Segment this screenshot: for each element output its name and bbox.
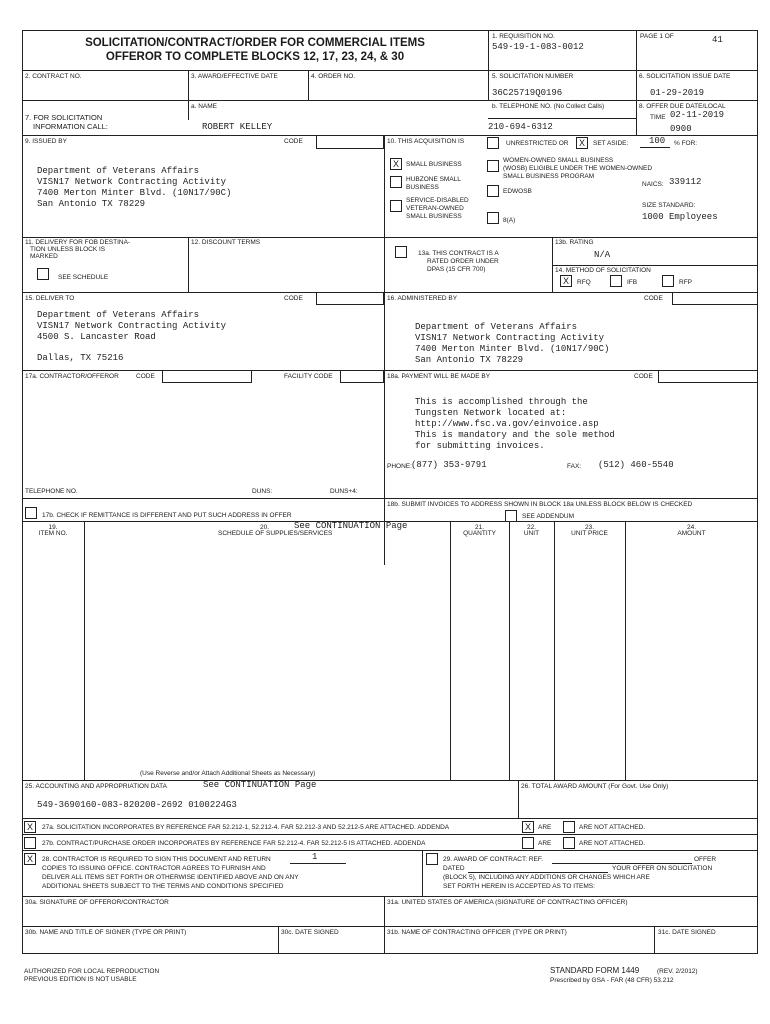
requisition-value[interactable]: 549-19-1-083-0012 xyxy=(492,42,584,52)
naics-label: NAICS: xyxy=(642,181,664,188)
deliver-to-label: 15. DELIVER TO xyxy=(25,295,75,302)
administered-by-line4: San Antonio TX 78229 xyxy=(415,355,524,365)
co-name-label: 31b. NAME OF CONTRACTING OFFICER (TYPE OR PRINT) xyxy=(387,929,567,936)
unit-price-num: 23. xyxy=(584,524,595,531)
set-aside-percent[interactable]: 100 xyxy=(649,136,666,146)
28-line4: ADDITIONAL SHEETS SUBJECT TO THE TERMS AND CONDITIONS SPECIFIED xyxy=(42,883,284,890)
solicitation-date-label: 6. SOLICITATION ISSUE DATE xyxy=(639,73,731,80)
29-your-offer: YOUR OFFER ON SOLICITATION xyxy=(612,865,713,872)
rfq-label: RFQ xyxy=(577,279,591,286)
27b-are-not-label: ARE NOT ATTACHED. xyxy=(579,840,646,847)
form-title-line1: SOLICITATION/CONTRACT/ORDER FOR COMMERCIAL ITEMS xyxy=(85,37,425,49)
small-business-checkbox[interactable]: X xyxy=(390,158,402,170)
sdvosb-checkbox[interactable] xyxy=(390,200,402,212)
offer-due-label: 8. OFFER DUE DATE/LOCAL xyxy=(639,103,726,110)
27b-are-label: ARE xyxy=(538,840,552,847)
issued-by-code-field[interactable] xyxy=(316,135,384,149)
schedule-num: 20. xyxy=(260,524,270,531)
award-date-label: 3. AWARD/EFFECTIVE DATE xyxy=(191,73,278,80)
ifb-checkbox[interactable] xyxy=(610,275,622,287)
amount-num: 24. xyxy=(686,524,697,531)
27b-are-not-checkbox[interactable] xyxy=(563,837,575,849)
payment-code-field[interactable] xyxy=(658,370,758,383)
method-label: 14. METHOD OF SOLICITATION xyxy=(555,267,651,274)
ifb-label: IFB xyxy=(627,279,638,286)
footer-authorized: AUTHORIZED FOR LOCAL REPRODUCTION xyxy=(24,968,160,975)
wosb-label-3: SMALL BUSINESS PROGRAM xyxy=(503,173,595,180)
sdvosb-label-2: VETERAN-OWNED xyxy=(406,205,464,212)
telephone-label: b. TELEPHONE NO. (No Collect Calls) xyxy=(492,103,605,110)
percent-for-label: % FOR: xyxy=(674,140,698,147)
hubzone-label-2: BUSINESS xyxy=(406,184,439,191)
rated-order-2: RATED ORDER UNDER xyxy=(427,258,499,265)
unit-label: UNIT xyxy=(523,530,540,537)
contact-phone[interactable]: 210-694-6312 xyxy=(488,122,553,132)
unit-num: 22. xyxy=(526,524,537,531)
issued-by-line4: San Antonio TX 78229 xyxy=(37,199,146,209)
payment-fax-value: (512) 460-5540 xyxy=(598,460,674,470)
issued-by-line1: Department of Veterans Affairs xyxy=(37,166,200,176)
block7-label-2: INFORMATION CALL: xyxy=(33,122,108,131)
accounting-label: 25. ACCOUNTING AND APPROPRIATION DATA xyxy=(25,783,167,790)
issued-by-line3: 7400 Merton Minter Blvd. (10N17/90C) xyxy=(37,188,232,198)
delivery-label-2: TION UNLESS BLOCK IS xyxy=(30,246,106,253)
rfq-checkbox[interactable]: X xyxy=(560,275,572,287)
offer-due-time-label: TIME xyxy=(650,114,666,121)
quantity-label: QUANTITY xyxy=(463,530,496,537)
29-offer: OFFER xyxy=(694,856,717,863)
hubzone-checkbox[interactable] xyxy=(390,176,402,188)
block7-label-1: 7. FOR SOLICITATION xyxy=(25,113,103,122)
administered-by-line2: VISN17 Network Contracting Activity xyxy=(415,333,605,343)
telephone-no-label: TELEPHONE NO. xyxy=(25,488,78,495)
facility-code-label: FACILITY CODE xyxy=(284,373,333,380)
issued-by-label: 9. ISSUED BY xyxy=(25,138,67,145)
see-addendum-label: SEE ADDENDUM xyxy=(522,513,575,520)
administered-by-code-label: CODE xyxy=(644,295,663,302)
signature-offeror-label: 30a. SIGNATURE OF OFFEROR/CONTRACTOR xyxy=(25,899,169,906)
remittance-checkbox[interactable] xyxy=(25,507,37,519)
footer-form-name: STANDARD FORM 1449 xyxy=(550,966,640,975)
item-no-label: ITEM NO. xyxy=(38,530,68,537)
27b-are-checkbox[interactable] xyxy=(522,837,534,849)
payment-line3: http://www.fsc.va.gov/einvoice.asp xyxy=(415,419,599,429)
page-label: PAGE 1 OF xyxy=(640,33,674,40)
footer-rev: (REV. 2/2012) xyxy=(657,968,698,975)
payment-line4: This is mandatory and the sole method xyxy=(415,430,615,440)
28-line1: 28. CONTRACTOR IS REQUIRED TO SIGN THIS DOCUMENT AND RETURN xyxy=(42,856,271,863)
footer-previous: PREVIOUS EDITION IS NOT USABLE xyxy=(24,976,137,983)
deliver-to-line1: Department of Veterans Affairs xyxy=(37,310,200,320)
deliver-to-code-label: CODE xyxy=(284,295,303,302)
payment-line1: This is accomplished through the xyxy=(415,397,588,407)
discount-terms-label: 12. DISCOUNT TERMS xyxy=(191,239,261,246)
28-line3: DELIVER ALL ITEMS SET FORTH OR OTHERWISE IDENTIFIED ABOVE AND ON ANY xyxy=(42,874,299,881)
size-standard-value[interactable]: 1000 Employees xyxy=(642,212,718,222)
29-line4: SET FORTH HEREIN IS ACCEPTED AS TO ITEMS: xyxy=(443,883,595,890)
duns-label: DUNS: xyxy=(252,488,273,495)
issued-by-code-label: CODE xyxy=(284,138,303,145)
deliver-to-line3: 4500 S. Lancaster Road xyxy=(37,332,156,342)
28-checkbox[interactable]: X xyxy=(24,853,36,865)
rated-order-checkbox[interactable] xyxy=(395,246,407,258)
payment-phone-label: PHONE: xyxy=(387,463,412,470)
edwosb-checkbox[interactable] xyxy=(487,185,499,197)
rated-order-1: 13a. THIS CONTRACT IS A xyxy=(418,250,499,257)
administered-by-line1: Department of Veterans Affairs xyxy=(415,322,578,332)
delivery-label-1: 11. DELIVERY FOR FOB DESTINA- xyxy=(25,239,131,246)
see-schedule-label: SEE SCHEDULE xyxy=(58,274,109,281)
deliver-to-line5: Dallas, TX 75216 xyxy=(37,353,124,363)
unrestricted-checkbox[interactable] xyxy=(487,137,499,149)
signature-usa-label: 31a. UNITED STATES OF AMERICA (SIGNATURE OF CONTRACTING OFFICER) xyxy=(387,899,628,906)
administered-by-code-field[interactable] xyxy=(672,292,758,305)
29-checkbox[interactable] xyxy=(426,853,438,865)
submit-invoices-label: 18b. SUBMIT INVOICES TO ADDRESS SHOWN IN BLOCK 18a UNLESS BLOCK BELOW IS CHECKED xyxy=(387,501,693,508)
total-award-label: 26. TOTAL AWARD AMOUNT (For Govt. Use Only) xyxy=(521,783,669,790)
solicitation-date-value[interactable]: 01-29-2019 xyxy=(650,88,705,98)
offer-due-time[interactable]: 0900 xyxy=(670,124,692,134)
payment-by-label: 18a. PAYMENT WILL BE MADE BY xyxy=(387,373,491,380)
sdvosb-label-1: SERVICE-DISABLED xyxy=(406,197,469,204)
see-schedule-checkbox[interactable] xyxy=(37,268,49,280)
schedule-label: SCHEDULE OF SUPPLIES/SERVICES xyxy=(218,530,333,537)
administered-by-label: 16. ADMINISTERED BY xyxy=(387,295,458,302)
co-date-signed-label: 31c. DATE SIGNED xyxy=(658,929,716,936)
footer-prescribed: Prescribed by GSA - FAR (48 CFR) 53.212 xyxy=(550,977,674,984)
payment-phone-value: (877) 353-9791 xyxy=(411,460,487,470)
facility-code-field[interactable] xyxy=(340,370,384,383)
contract-no-label: 2. CONTRACT NO. xyxy=(25,73,82,80)
payment-line2: Tungsten Network located at: xyxy=(415,408,567,418)
set-aside-label: SET ASIDE: xyxy=(593,140,629,147)
solicitation-number-value[interactable]: 36C25719Q0196 xyxy=(492,88,563,98)
deliver-to-code-field[interactable] xyxy=(316,292,384,305)
delivery-label-3: MARKED xyxy=(30,253,58,260)
27a-are-not-checkbox[interactable] xyxy=(563,821,575,833)
27a-checkbox[interactable]: X xyxy=(24,821,36,833)
27a-text: 27a. SOLICITATION INCORPORATES BY REFERENCE FAR 52.212-1, 52.212-4. FAR 52.212-3 AND 52.212-5 ARE ATTACHED. ADDENDA xyxy=(42,824,450,831)
rating-value[interactable]: N/A xyxy=(594,250,611,260)
set-aside-checkbox[interactable]: X xyxy=(576,137,588,149)
order-no-label: 4. ORDER NO. xyxy=(311,73,356,80)
27a-are-label: ARE xyxy=(538,824,552,831)
rfp-label: RFP xyxy=(679,279,692,286)
acquisition-label: 10. THIS ACQUISITION IS xyxy=(387,138,465,145)
size-standard-label: SIZE STANDARD: xyxy=(642,202,696,209)
unrestricted-label: UNRESTRICTED OR xyxy=(506,140,569,147)
issued-by-line2: VISN17 Network Contracting Activity xyxy=(37,177,227,187)
contractor-code-field[interactable] xyxy=(162,370,252,383)
29-dated: DATED xyxy=(443,865,465,872)
item-no-num: 19. xyxy=(48,524,58,531)
wosb-label-2: (WOSB) ELIGIBLE UNDER THE WOMEN-OWNED xyxy=(503,165,653,172)
deliver-to-line2: VISN17 Network Contracting Activity xyxy=(37,321,227,331)
solicitation-number-label: 5. SOLICITATION NUMBER xyxy=(492,73,574,80)
page-total: 41 xyxy=(712,35,723,45)
administered-by-line3: 7400 Merton Minter Blvd. (10N17/90C) xyxy=(415,344,610,354)
wosb-label-1: WOMEN-OWNED SMALL BUSINESS xyxy=(503,157,614,164)
sdvosb-label-3: SMALL BUSINESS xyxy=(406,213,462,220)
rating-label: 13b. RATING xyxy=(555,239,594,246)
27b-text: 27b. CONTRACT/PURCHASE ORDER INCORPORATES BY REFERENCE FAR 52.212-4. FAR 52.212-5 IS ATTACHED. ADDENDA xyxy=(42,840,426,847)
payment-fax-label: FAX: xyxy=(567,463,582,470)
29-line3: (BLOCK 5), INCLUDING ANY ADDITIONS OR CHANGES WHICH ARE xyxy=(443,874,650,881)
eight-a-label: 8(A) xyxy=(503,217,516,224)
reverse-note: (Use Reverse and/or Attach Additional Sheets as Necessary) xyxy=(140,770,316,777)
hubzone-label-1: HUBZONE SMALL xyxy=(406,176,461,183)
edwosb-label: EDWOSB xyxy=(503,188,532,195)
duns4-label: DUNS+4: xyxy=(330,488,358,495)
payment-code-label: CODE xyxy=(634,373,653,380)
27b-checkbox[interactable] xyxy=(24,837,36,849)
requisition-label: 1. REQUISITION NO. xyxy=(492,33,555,40)
29-line1: 29. AWARD OF CONTRACT: REF. xyxy=(443,856,543,863)
small-business-label: SMALL BUSINESS xyxy=(406,161,462,168)
name-label: a. NAME xyxy=(191,103,218,110)
amount-label: AMOUNT xyxy=(677,530,706,537)
accounting-see-continuation: See CONTINUATION Page xyxy=(203,780,317,790)
28-line2: COPIES TO ISSUING OFFICE. CONTRACTOR AGREES TO FURNISH AND xyxy=(42,865,266,872)
accounting-value[interactable]: 549-3690160-083-820200-2692 0100224G3 xyxy=(37,800,237,810)
offer-due-date[interactable]: 02-11-2019 xyxy=(670,110,725,120)
wosb-checkbox[interactable] xyxy=(487,160,499,172)
date-signed-label: 30c. DATE SIGNED xyxy=(281,929,339,936)
sf1449-form xyxy=(22,30,758,954)
contractor-code-label: CODE xyxy=(136,373,155,380)
27a-are-checkbox[interactable]: X xyxy=(522,821,534,833)
contact-name[interactable]: ROBERT KELLEY xyxy=(202,122,273,132)
27a-are-not-label: ARE NOT ATTACHED. xyxy=(579,824,646,831)
unit-price-label: UNIT PRICE xyxy=(571,530,608,537)
rfp-checkbox[interactable] xyxy=(662,275,674,287)
signer-name-label: 30b. NAME AND TITLE OF SIGNER (TYPE OR PRINT) xyxy=(25,929,187,936)
form-title-line2: OFFEROR TO COMPLETE BLOCKS 12, 17, 23, 24, & 30 xyxy=(105,51,405,63)
naics-value[interactable]: 339112 xyxy=(669,177,702,187)
quantity-num: 21. xyxy=(474,524,485,531)
contractor-label: 17a. CONTRACTOR/OFFEROR xyxy=(25,373,119,380)
remittance-label: 17b. CHECK IF REMITTANCE IS DIFFERENT AND PUT SUCH ADDRESS IN OFFER xyxy=(42,512,292,519)
rated-order-3: DPAS (15 CFR 700) xyxy=(427,266,486,273)
schedule-value: See CONTINUATION Page xyxy=(294,521,408,531)
payment-line5: for submitting invoices. xyxy=(415,441,545,451)
eight-a-checkbox[interactable] xyxy=(487,212,499,224)
28-copies[interactable]: 1 xyxy=(312,852,318,862)
